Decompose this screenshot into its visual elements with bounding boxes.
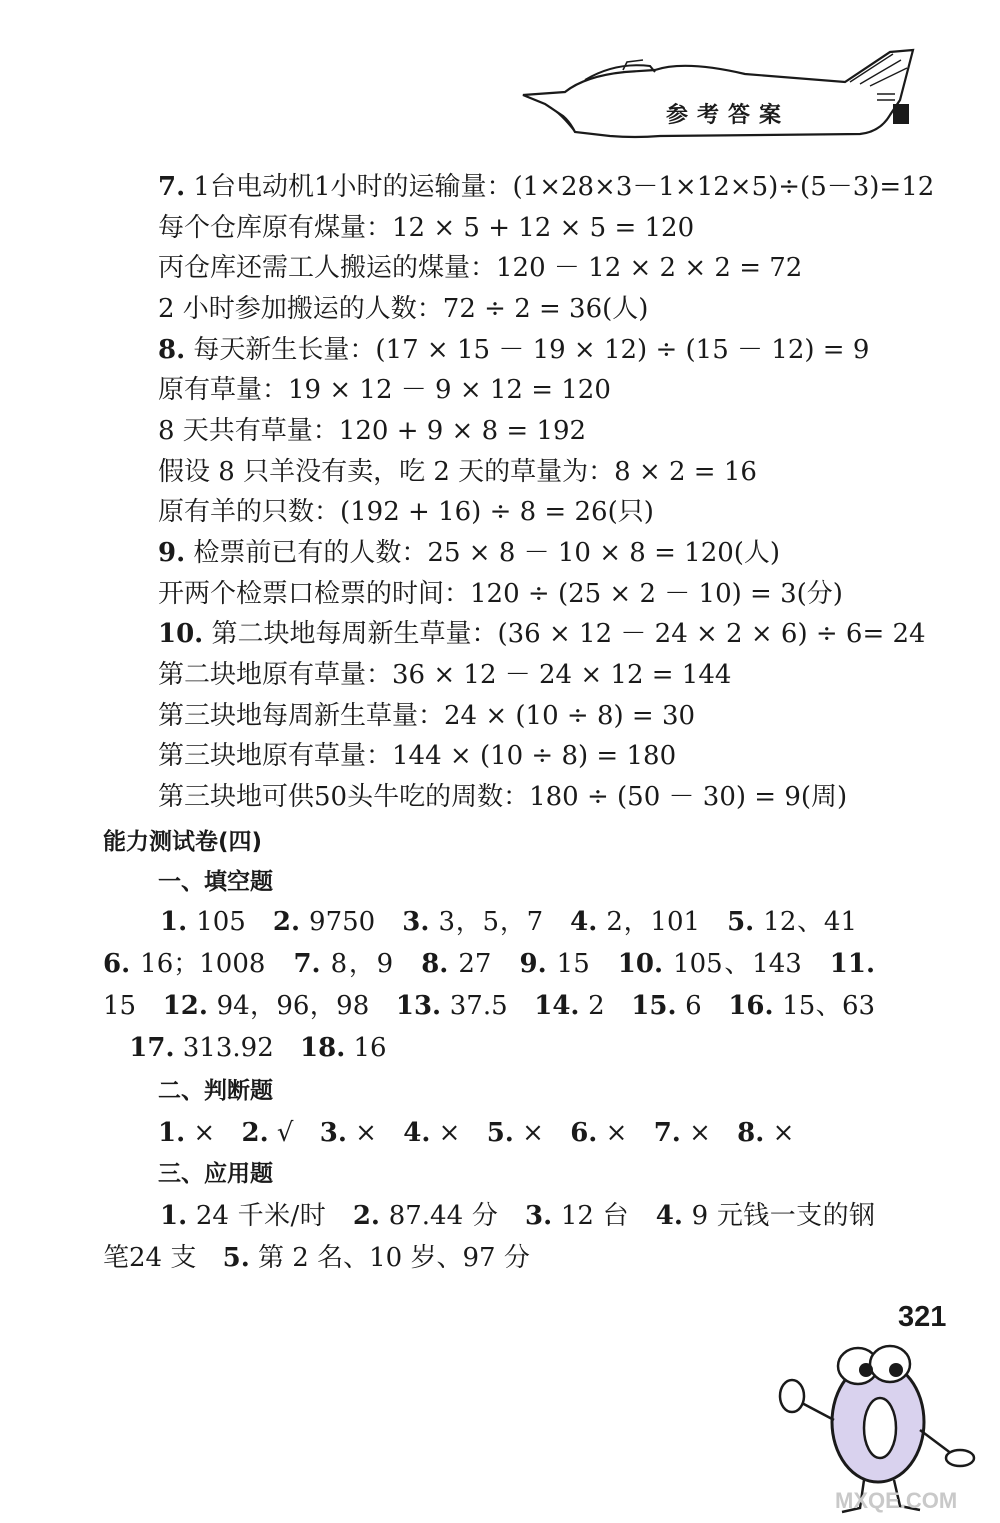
solution-line: 10. 第二块地每周新生草量：(36 × 12 － 24 × 2 × 6) ÷ 6= 24: [158, 619, 926, 649]
solution-line: 第二块地原有草量：36 × 12 － 24 × 12 = 144: [158, 660, 732, 690]
solution-line: 第三块地每周新生草量：24 × (10 ÷ 8) = 30: [158, 701, 696, 731]
watermark: MXQE.COM: [835, 1488, 958, 1513]
solution-line: 原有草量：19 × 12 － 9 × 12 = 120: [158, 375, 611, 405]
solution-line: 8. 每天新生长量：(17 × 15 － 19 × 12) ÷ (15 － 12) = 9: [158, 335, 870, 365]
apply-answers: 1. 24 千米/时 2. 87.44 分 3. 12 台 4. 9 元钱一支的钢笔24 支 5. 第 2 名、10 岁、97 分: [103, 1201, 876, 1273]
section-title-fill: 一、填空题: [158, 869, 273, 895]
solution-line: 7. 1台电动机1小时的运输量：(1×28×3－1×12×5)÷(5－3)=12: [158, 172, 935, 202]
judge-answers: 1. × 2. √ 3. × 4. × 5. × 6. × 7. × 8. ×: [158, 1118, 795, 1148]
solution-line: 假设 8 只羊没有卖，吃 2 天的草量为：8 × 2 = 16: [158, 457, 757, 487]
section-title-judge: 二、判断题: [158, 1078, 273, 1104]
solution-line: 开两个检票口检票的时间：120 ÷ (25 × 2 － 10) = 3(分): [158, 579, 843, 609]
fill-answers: 1. 105 2. 9750 3. 3，5，7 4. 2，101 5. 12、41 6. 16；1008 7. 8，9 8. 27 9. 15 10. 105、143 11. 15 12. 94，96，98 13. 37.5 14. 2 15. 6 16. 15、63 17. 313.92 18. 16: [103, 907, 876, 1063]
solution-line: 第三块地原有草量：144 × (10 ÷ 8) = 180: [158, 741, 677, 771]
solution-line: 原有羊的只数：(192 + 16) ÷ 8 = 26(只): [158, 497, 654, 527]
test-title: 能力测试卷(四): [103, 829, 263, 855]
section-title-apply: 三、应用题: [158, 1161, 273, 1187]
solution-line: 丙仓库还需工人搬运的煤量：120 － 12 × 2 × 2 = 72: [158, 253, 803, 283]
solution-line: 8 天共有草量：120 + 9 × 8 = 192: [158, 416, 587, 446]
section-header-label: 参考答案: [665, 102, 790, 128]
page-number: 321: [898, 1301, 947, 1333]
solution-line: 第三块地可供50头牛吃的周数：180 ÷ (50 － 30) = 9(周): [158, 782, 848, 812]
solution-line: 2 小时参加搬运的人数：72 ÷ 2 = 36(人): [158, 294, 649, 324]
solution-line: 每个仓库原有煤量：12 × 5 + 12 × 5 = 120: [158, 213, 695, 243]
solution-line: 9. 检票前已有的人数：25 × 8 － 10 × 8 = 120(人): [158, 538, 781, 568]
